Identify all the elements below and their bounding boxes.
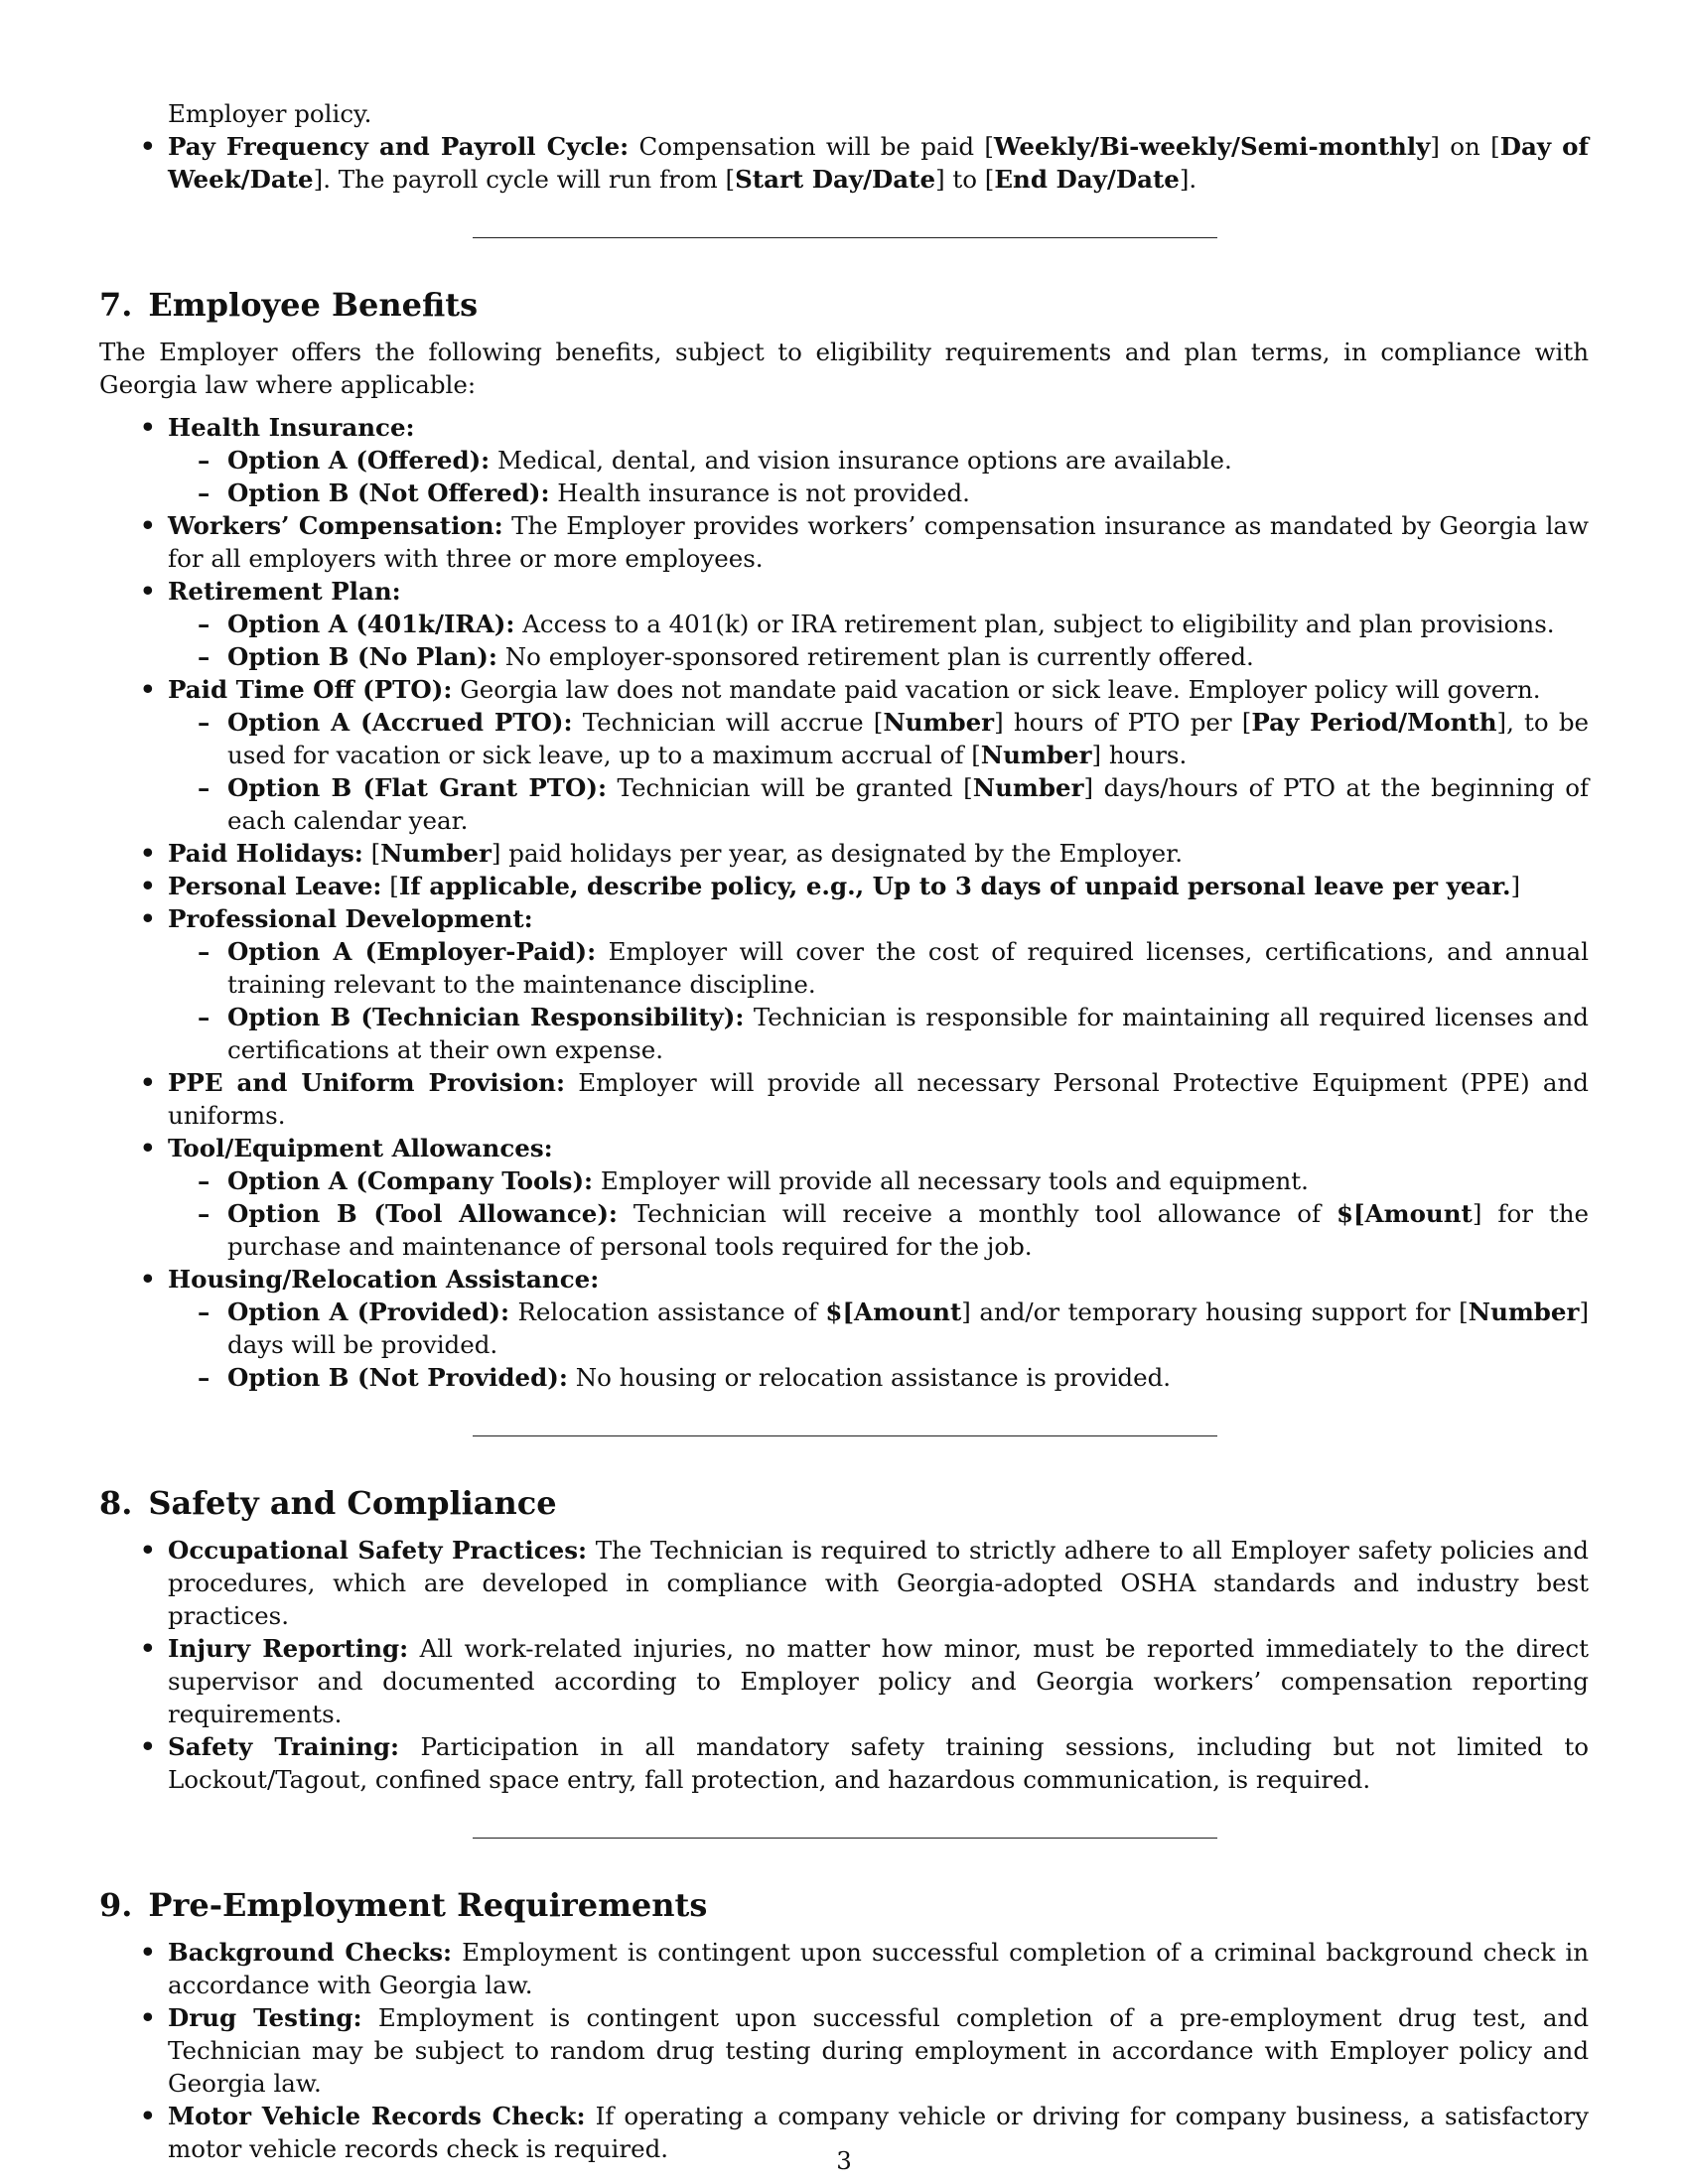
list-item: – Option A (Provided): Relocation assistance of $[Amount] and/or temporary housing support for [Number] days will be provided. (168, 1296, 1589, 1361)
list-item: • Injury Reporting: All work-related injuries, no matter how minor, must be reported immediately to the direct supervisor and documented according to Employer policy and Georgia workers’ compensation reporting requirements. (99, 1632, 1589, 1730)
list-item: – Option B (Technician Responsibility): Technician is responsible for maintaining all required licenses and certifications at their own expense. (168, 1001, 1589, 1066)
paid-holidays-item: • Paid Holidays: [Number] paid holidays per year, as designated by the Employer. (99, 837, 1589, 870)
list-item: – Option B (Tool Allowance): Technician will receive a monthly tool allowance of $[Amount] for the purchase and maintenance of personal tools required for the job. (168, 1197, 1589, 1263)
list-item: – Option B (No Plan): No employer-sponsored retirement plan is currently offered. (168, 640, 1589, 673)
list-item: – Option B (Not Offered): Health insurance is not provided. (168, 477, 1589, 509)
health-insurance-item: • Health Insurance: – Option A (Offered): Medical, dental, and vision insurance options are available. – Option B (Not Offered): Health insurance is not provided. (99, 411, 1589, 509)
tool-allowance-item: • Tool/Equipment Allowances: – Option A (Company Tools): Employer will provide all necessary tools and equipment. – Option B (Tool Allowance): Technician will receive a monthly tool allowance of $[Amount] for the purchase and maintenance of personal tools required for the job. (99, 1132, 1589, 1263)
list-item: • Safety Training: Participation in all mandatory safety training sessions, including but not limited to Lockout/Tagout, confined space entry, fall protection, and hazardous communication, is required. (99, 1730, 1589, 1796)
personal-leave-item: • Personal Leave: [If applicable, describe policy, e.g., Up to 3 days of unpaid personal leave per year.] (99, 870, 1589, 902)
continuation-text: Employer policy. (168, 99, 372, 128)
pay-frequency-item: • Pay Frequency and Payroll Cycle: Compensation will be paid [Weekly/Bi-weekly/Semi-monthly] on [Day of Week/Date]. The payroll cycle will run from [Start Day/Date] to [End Day/Date]. (99, 130, 1589, 196)
list-item: – Option A (Accrued PTO): Technician will accrue [Number] hours of PTO per [Pay Period/Month], to be used for vacation or sick leave, up to a maximum accrual of [Number] hours. (168, 706, 1589, 771)
benefits-list (99, 411, 1589, 1394)
list-item: • Motor Vehicle Records Check: If operating a company vehicle or driving for company business, a satisfactory motor vehicle records check is required. (99, 2100, 1589, 2165)
pto-item: • Paid Time Off (PTO): Georgia law does not mandate paid vacation or sick leave. Employer policy will govern. – Option A (Accrued PTO): Technician will accrue [Number] hours of PTO per [Pay Period/Month], to be used for vacation or sick leave, up to a maximum accrual of [Number] hours. – Option B (Flat Grant PTO): Technician will be granted [Number] days/hours of PTO at the beginning of each calendar year. (99, 673, 1589, 837)
pre-employment-list (99, 1936, 1589, 2165)
professional-development-item: • Professional Development: – Option A (Employer-Paid): Employer will cover the cost of required licenses, certifications, and annual training relevant to the maintenance discipline. – Option B (Technician Responsibility): Technician is responsible for maintaining all required licenses and certifications at their own expense. (99, 902, 1589, 1066)
section-8-heading: 8. Safety and Compliance (99, 1484, 557, 1522)
section-7-heading: 7. Employee Benefits (99, 286, 479, 324)
list-item: • Background Checks: Employment is contingent upon successful completion of a criminal background check in accordance with Georgia law. (99, 1936, 1589, 2001)
ppe-uniform-item: • PPE and Uniform Provision: Employer will provide all necessary Personal Protective Equipment (PPE) and uniforms. (99, 1066, 1589, 1132)
retirement-item: • Retirement Plan: – Option A (401k/IRA): Access to a 401(k) or IRA retirement plan, subject to eligibility and plan provisions. – Option B (No Plan): No employer-sponsored retirement plan is currently offered. (99, 575, 1589, 673)
list-item: – Option A (Company Tools): Employer will provide all necessary tools and equipment. (168, 1164, 1589, 1197)
list-item: – Option B (Flat Grant PTO): Technician will be granted [Number] days/hours of PTO at the beginning of each calendar year. (168, 771, 1589, 837)
housing-relocation-item: • Housing/Relocation Assistance: – Option A (Provided): Relocation assistance of $[Amount] and/or temporary housing support for [Number] days will be provided. – Option B (Not Provided): No housing or relocation assistance is provided. (99, 1263, 1589, 1394)
page-number: 3 (836, 2146, 852, 2175)
section6-list (99, 130, 1589, 196)
workers-comp-item: • Workers’ Compensation: The Employer provides workers’ compensation insurance as mandated by Georgia law for all employers with three or more employees. (99, 509, 1589, 575)
list-item: • Drug Testing: Employment is contingent upon successful completion of a pre-employment drug test, and Technician may be subject to random drug testing during employment in accordance with Employer policy and Georgia law. (99, 2001, 1589, 2100)
document-page (99, 97, 1589, 2165)
list-item: • Occupational Safety Practices: The Technician is required to strictly adhere to all Employer safety policies and procedures, which are developed in compliance with Georgia-adopted OSHA standards and industry best practices. (99, 1534, 1589, 1632)
list-item: – Option B (Not Provided): No housing or relocation assistance is provided. (168, 1361, 1589, 1394)
section-9-heading: 9. Pre-Employment Requirements (99, 1886, 708, 1924)
list-item: – Option A (Employer-Paid): Employer will cover the cost of required licenses, certifications, and annual training relevant to the maintenance discipline. (168, 935, 1589, 1001)
list-item: – Option A (401k/IRA): Access to a 401(k) or IRA retirement plan, subject to eligibility and plan provisions. (168, 608, 1589, 640)
list-item: – Option A (Offered): Medical, dental, and vision insurance options are available. (168, 444, 1589, 477)
section-7-intro: The Employer offers the following benefits, subject to eligibility requirements and plan terms, in compliance with Georgia law where applicable: (99, 338, 1589, 399)
safety-list (99, 1534, 1589, 1796)
